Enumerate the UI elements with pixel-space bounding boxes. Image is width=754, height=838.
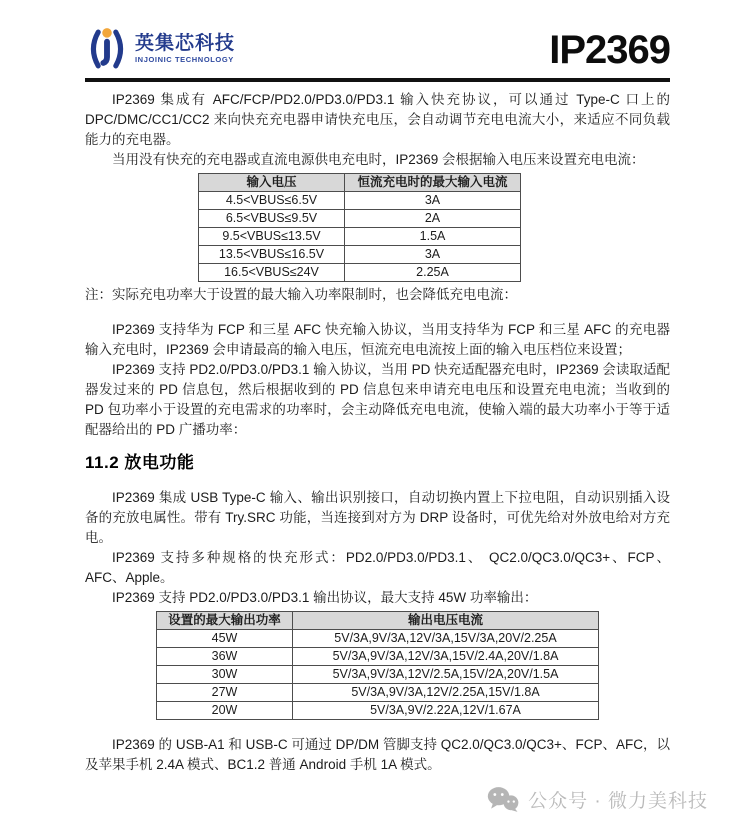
table-row <box>199 246 521 264</box>
table-cell: 5V/3A,9V/2.22A,12V/1.67A <box>293 702 599 720</box>
table-cell: 2.25A <box>345 264 521 282</box>
table-cell: 27W <box>157 684 293 702</box>
table-cell: 5V/3A,9V/3A,12V/3A,15V/3A,20V/2.25A <box>293 630 599 648</box>
page-header <box>0 0 754 72</box>
table-cell: 13.5<VBUS≤16.5V <box>199 246 345 264</box>
logo-company-name-en: INJOINIC TECHNOLOGY <box>135 55 234 65</box>
column-header: 输入电压 <box>199 174 345 192</box>
note-text: 注：实际充电功率大于设置的最大输入功率限制时，也会降低充电电流： <box>85 287 517 302</box>
wechat-icon <box>487 786 520 813</box>
table-cell: 1.5A <box>345 228 521 246</box>
column-header: 设置的最大输出功率 <box>157 612 293 630</box>
table-header-row <box>157 612 599 630</box>
table-cell: 16.5<VBUS≤24V <box>199 264 345 282</box>
paragraph-charging-intro: IP2369 集成有 AFC/FCP/PD2.0/PD3.0/PD3.1 输入快充协议，可以通过 Type-C 口上的 DPC/DMC/CC1/CC2 来向快充充电器申请快充电压，会自动调节充电电流大小，来适应不同负载能力的充电器。 <box>85 92 670 147</box>
logo-company-name: 英集芯科技 <box>135 33 236 55</box>
input-current-table <box>198 173 521 282</box>
watermark-text: 公众号 · 微力美科技 <box>528 791 708 812</box>
section-heading-discharge: 11.2 放电功能 <box>85 453 195 472</box>
table-cell: 45W <box>157 630 293 648</box>
table-row <box>157 684 599 702</box>
paragraph-table1-caption: 当用没有快充的充电器或直流电源供电充电时，IP2369 会根据输入电压来设置充电电流： <box>112 152 645 167</box>
table-cell: 30W <box>157 666 293 684</box>
output-power-table <box>156 611 599 720</box>
table-row <box>157 666 599 684</box>
table-cell: 3A <box>345 192 521 210</box>
table-row <box>199 228 521 246</box>
table-cell: 5V/3A,9V/3A,12V/2.25A,15V/1.8A <box>293 684 599 702</box>
table-row <box>157 648 599 666</box>
table-cell: 6.5<VBUS≤9.5V <box>199 210 345 228</box>
table-header-row <box>199 174 521 192</box>
table-cell: 3A <box>345 246 521 264</box>
table-row <box>199 264 521 282</box>
injoinic-logo-icon <box>85 26 129 72</box>
paragraph-fcp-afc: IP2369 支持华为 FCP 和三星 AFC 快充输入协议，当用支持华为 FCP 和三星 AFC 的充电器输入充电时，IP2369 会申请最高的输入电压，恒流充电电流按上面的输入电压档位来设置； <box>85 322 670 357</box>
table-row <box>157 630 599 648</box>
column-header: 输出电压电流 <box>293 612 599 630</box>
table-cell: 9.5<VBUS≤13.5V <box>199 228 345 246</box>
table-row <box>199 210 521 228</box>
table-cell: 2A <box>345 210 521 228</box>
paragraph-fastcharge-formats: IP2369 支持多种规格的快充形式：PD2.0/PD3.0/PD3.1、 QC2.0/QC3.0/QC3+、FCP、AFC、Apple。 <box>85 550 670 585</box>
table-row <box>157 702 599 720</box>
paragraph-usb-modes: IP2369 的 USB-A1 和 USB-C 可通过 DP/DM 管脚支持 QC2.0/QC3.0/QC3+、FCP、AFC，以及苹果手机 2.4A 模式、BC1.2 普通 Android 手机 1A 模式。 <box>85 737 670 772</box>
document-content <box>0 82 754 775</box>
paragraph-table2-caption: IP2369 支持 PD2.0/PD3.0/PD3.1 输出协议，最大支持 45W 功率输出： <box>112 590 538 605</box>
company-logo <box>85 26 235 72</box>
table-cell: 4.5<VBUS≤6.5V <box>199 192 345 210</box>
table-cell: 5V/3A,9V/3A,12V/2.5A,15V/2A,20V/1.5A <box>293 666 599 684</box>
table-cell: 20W <box>157 702 293 720</box>
table-cell: 5V/3A,9V/3A,12V/3A,15V/2.4A,20V/1.8A <box>293 648 599 666</box>
table-row <box>199 192 521 210</box>
paragraph-pd-input: IP2369 支持 PD2.0/PD3.0/PD3.1 输入协议，当用 PD 快充适配器充电时，IP2369 会读取适配器发过来的 PD 信息包，然后根据收到的 PD 信息包来申请充电电压和设置充电电流；当收到的 PD 包功率小于设置的充电需求的功率时，会主动降低充电电流，使输入端的最大功率小于等于适配器给出的 PD 广播功率： <box>85 362 670 437</box>
document-title: IP2369 <box>549 28 670 72</box>
footer-watermark <box>487 786 708 813</box>
logo-text <box>135 34 235 64</box>
table-cell: 36W <box>157 648 293 666</box>
column-header: 恒流充电时的最大输入电流 <box>345 174 521 192</box>
paragraph-typec-detect: IP2369 集成 USB Type-C 输入、输出识别接口，自动切换内置上下拉电阻，自动识别插入设备的充放电属性。带有 Try.SRC 功能，当连接到对方为 DRP 设备时，可优先给对外放电给对方充电。 <box>85 490 670 545</box>
